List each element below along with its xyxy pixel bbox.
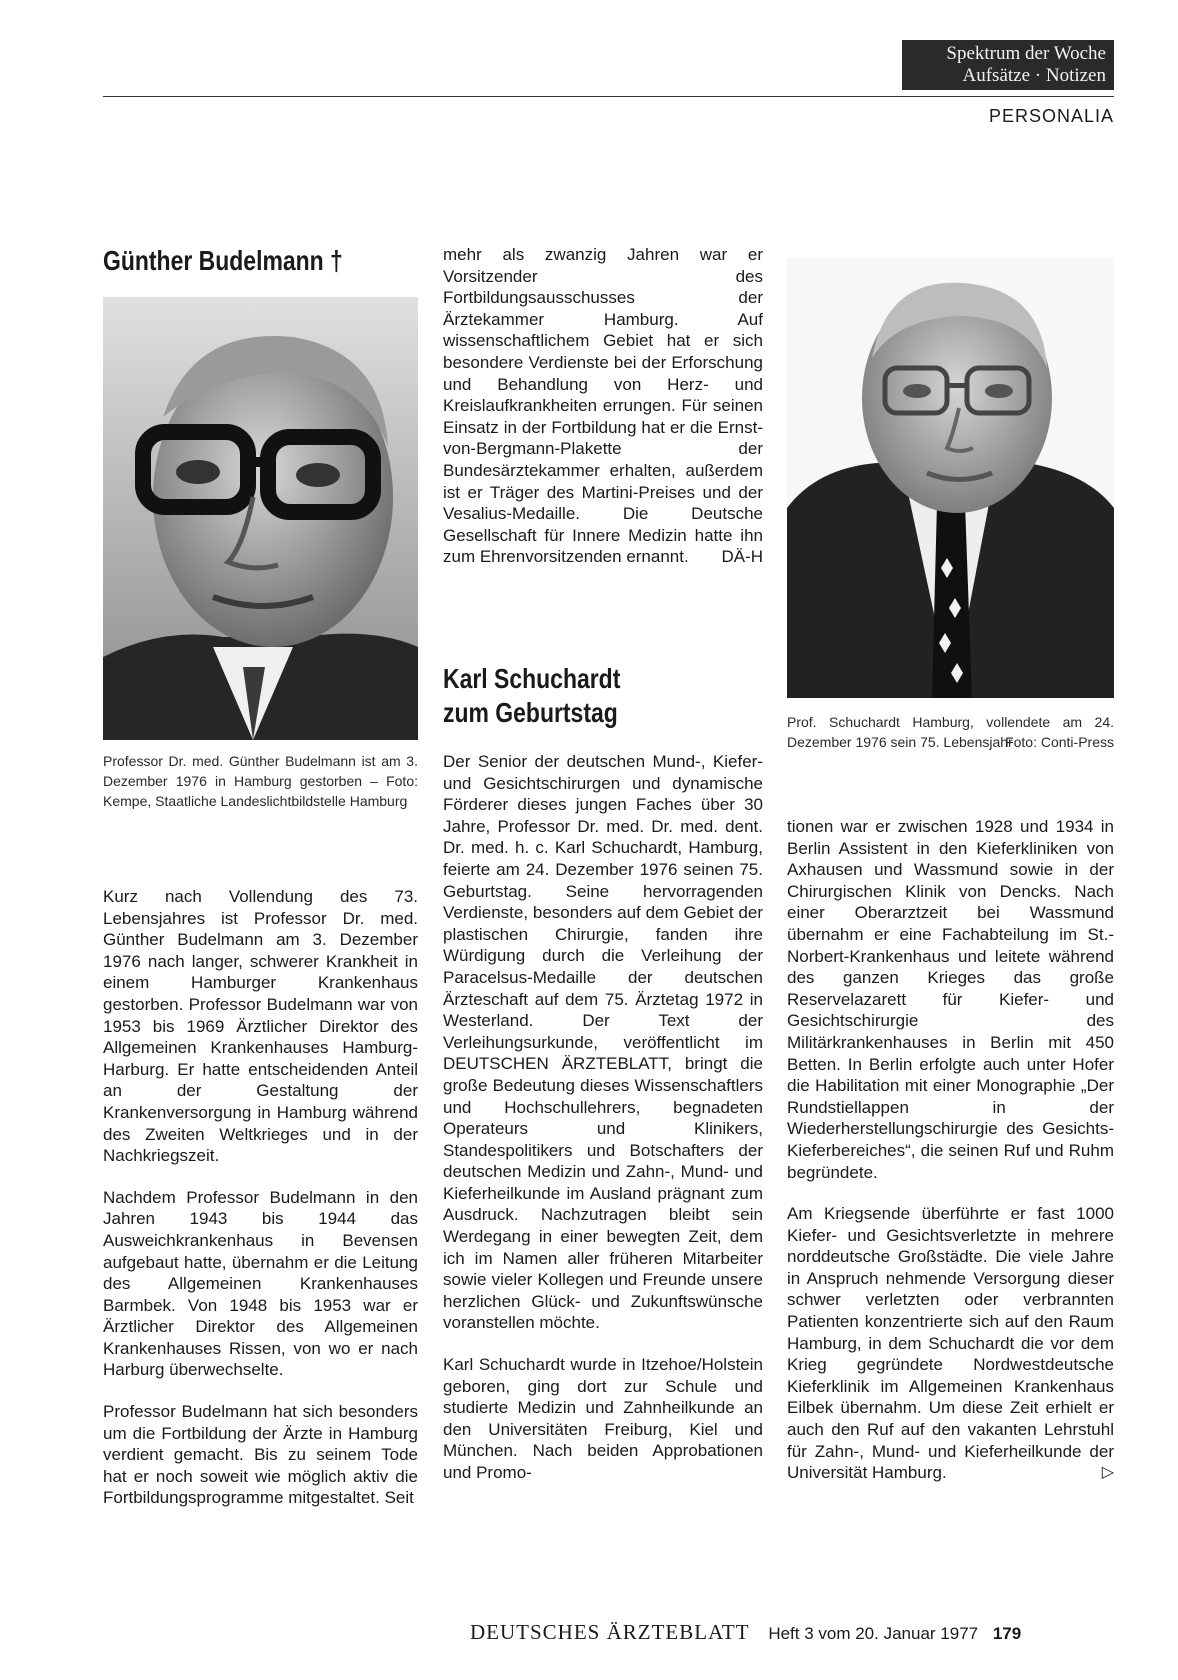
article1-column-1 <box>103 886 418 1529</box>
article2-paragraph-1: Der Senior der deutschen Mund-, Kiefer- und Gesichtschirurgen und dynamische Förderer dieses jungen Faches über 30 Jahre, Professor Dr. med. Dr. med. dent. Dr. med. h. c. Karl Schuchardt, Hamburg, feierte am 24. Dezember 1976 seinen 75. Geburtstag. Seine hervorragenden Verdienste, besonders auf dem Gebiet der plastischen Chirurgie, fanden ihre Würdigung durch die Verleihung der Paracelsus-Medaille der deutschen Ärzteschaft auf dem 75. Ärztetag 1972 in Westerland. Der Text der Verleihungsurkunde, veröffentlicht im DEUTSCHEN ÄRZTEBLATT, bringt die große Bedeutung dieses Wissenschaftlers und Hochschullehrers, begnadeten Operateurs und Klinikers, Standespolitikers und Botschafters der deutschen Medizin und Zahn-, Mund- und Kieferheilkunde im Ausland prägnant zum Ausdruck. Nachzutragen bleibt sein Werdegang in einer bewegten Zeit, dem ich im Namen aller früheren Mitarbeiter sowie vieler Kollegen und Freunde unsere herzlichen Glück- und Zukunftswünsche voranstellen möchte. <box>443 752 763 1333</box>
page-footer <box>470 1620 1115 1645</box>
article2-title-line-2: zum Geburtstag <box>443 697 618 728</box>
article2-paragraph-4-text: Am Kriegsende überführte er fast 1000 Kiefer- und Gesichtsverletzte in mehrere norddeutsche Großstädte. Die viele Jahre in Anspruch nehmende Versorgung dieser schwer verletzten oder verbrannten Patienten konzentrierte sich auf den Raum Hamburg, in dem Schuchardt die vor dem Krieg gegründete Nordwestdeutsche Kieferklinik im Allgemeinen Krankenhaus Eilbek übernahm. Um diese Zeit erhielt er auch den Ruf auf den vakanten Lehrstuhl für Zahn-, Mund- und Kieferheilkunde der Universität Hamburg. <box>787 1204 1114 1483</box>
section-badge <box>902 40 1114 90</box>
article1-column-2 <box>443 244 763 568</box>
footer-issue: Heft 3 vom 20. Januar 1977 <box>768 1624 979 1643</box>
article2-column-2 <box>787 816 1114 1484</box>
article2-paragraph-2: Karl Schuchardt wurde in Itzehoe/Holstein geboren, ging dort zur Schule und studierte Medizin und Zahnheilkunde an den Universitäten Freiburg, Kiel und München. Nach beiden Approbationen und Promo- <box>443 1355 763 1482</box>
article1-title: Günther Budelmann † <box>103 245 343 276</box>
schuchardt-caption <box>787 712 1114 752</box>
schuchardt-caption-text: Prof. Schuchardt Hamburg, vollendete am 24. Dezember 1976 sein 75. Lebensjahr <box>787 714 1114 750</box>
schuchardt-caption-credit: Foto: Conti-Press <box>1005 734 1114 750</box>
article1-paragraph-4-text: mehr als zwanzig Jahren war er Vorsitzender des Fortbildungsausschusses der Ärztekammer Hamburg. Auf wissenschaftlichem Gebiet hat er sich besondere Verdienste bei der Erforschung und Behandlung von Herz- und Kreislaufkrankheiten errungen. Für seinen Einsatz in der Fortbildung hat er die Ernst-von-Bergmann-Plakette der Bundesärztekammer erhalten, außerdem ist er Träger des Martini-Preises und der Vesalius-Medaille. Die Deutsche Gesellschaft für Innere Medizin hatte ihn zum Ehrenvorsitzenden ernannt. <box>443 245 763 567</box>
footer-journal: DEUTSCHES ÄRZTEBLATT <box>470 1620 750 1644</box>
schuchardt-portrait-image <box>787 258 1114 698</box>
budelmann-portrait-image <box>103 297 418 740</box>
article1-paragraph-4 <box>443 244 763 568</box>
continue-arrow-icon: ▷ <box>1101 1464 1114 1482</box>
article1-paragraph-2: Nachdem Professor Budelmann in den Jahren 1943 bis 1944 das Ausweichkrankenhaus in Bevensen aufgebaut hatte, übernahm er die Leitung des Allgemeinen Krankenhauses Barmbek. Von 1948 bis 1953 war er Ärztlicher Direktor des Allgemeinen Krankenhauses Rissen, von wo er nach Harburg überwechselte. <box>103 1187 418 1380</box>
article1-signature: DÄ-H <box>721 547 763 567</box>
schuchardt-portrait <box>787 258 1114 698</box>
article1-paragraph-1: Kurz nach Vollendung des 73. Lebensjahres ist Professor Dr. med. Günther Budelmann am 3. Dezember 1976 nach langer, schwerer Krankheit in einem Hamburger Krankenhaus gestorben. Professor Budelmann war von 1953 bis 1969 Ärztlicher Direktor des Allgemeinen Krankenhauses Hamburg-Harburg. Er hatte entscheidenden Anteil an der Gestaltung der Krankenversorgung in Hamburg während des Zweiten Weltkrieges und in der Nachkriegszeit. <box>103 887 418 1166</box>
article2-paragraph-4 <box>787 1203 1114 1484</box>
article2-column-1 <box>443 751 763 1504</box>
article2-paragraph-3: tionen war er zwischen 1928 und 1934 in Berlin Assistent in den Kieferkliniken von Axhausen und Wassmund sowie in der Chirurgischen Klinik von Dencks. Nach einer Oberarztzeit bei Wassmund übernahm er eine Fachabteilung im St.-Norbert-Krankenhaus und leitete während des ganzen Krieges das große Reservelazarett für Kiefer- und Gesichtschirurgie des Militärkrankenhauses in Berlin mit 450 Betten. In Berlin erfolgte auch unter Hofer die Habilitation mit einer Monographie „Der Rundstiellappen in der Wiederherstellungschirurgie des Gesichts-Kieferbereiches“, die seinen Ruf und Ruhm begründete. <box>787 817 1114 1182</box>
badge-line-1: Spektrum der Woche <box>946 43 1106 64</box>
header-rule <box>103 96 1114 97</box>
section-rubric: PERSONALIA <box>988 106 1114 126</box>
budelmann-caption: Professor Dr. med. Günther Budelmann ist am 3. Dezember 1976 in Hamburg gestorben – Foto: Kempe, Staatliche Landeslichtbildstelle Hamburg <box>103 753 418 809</box>
budelmann-portrait <box>103 297 418 740</box>
article1-paragraph-3: Professor Budelmann hat sich besonders um die Fortbildung der Ärzte in Hamburg verdient gemacht. Bis zu seinem Tode hat er noch soweit wie möglich aktiv die Fortbildungsprogramme mitgestaltet. Seit <box>103 1402 418 1508</box>
article2-title-line-1: Karl Schuchardt <box>443 663 621 694</box>
footer-page-number: 179 <box>992 1624 1022 1643</box>
badge-line-2: Aufsätze · Notizen <box>962 65 1106 86</box>
